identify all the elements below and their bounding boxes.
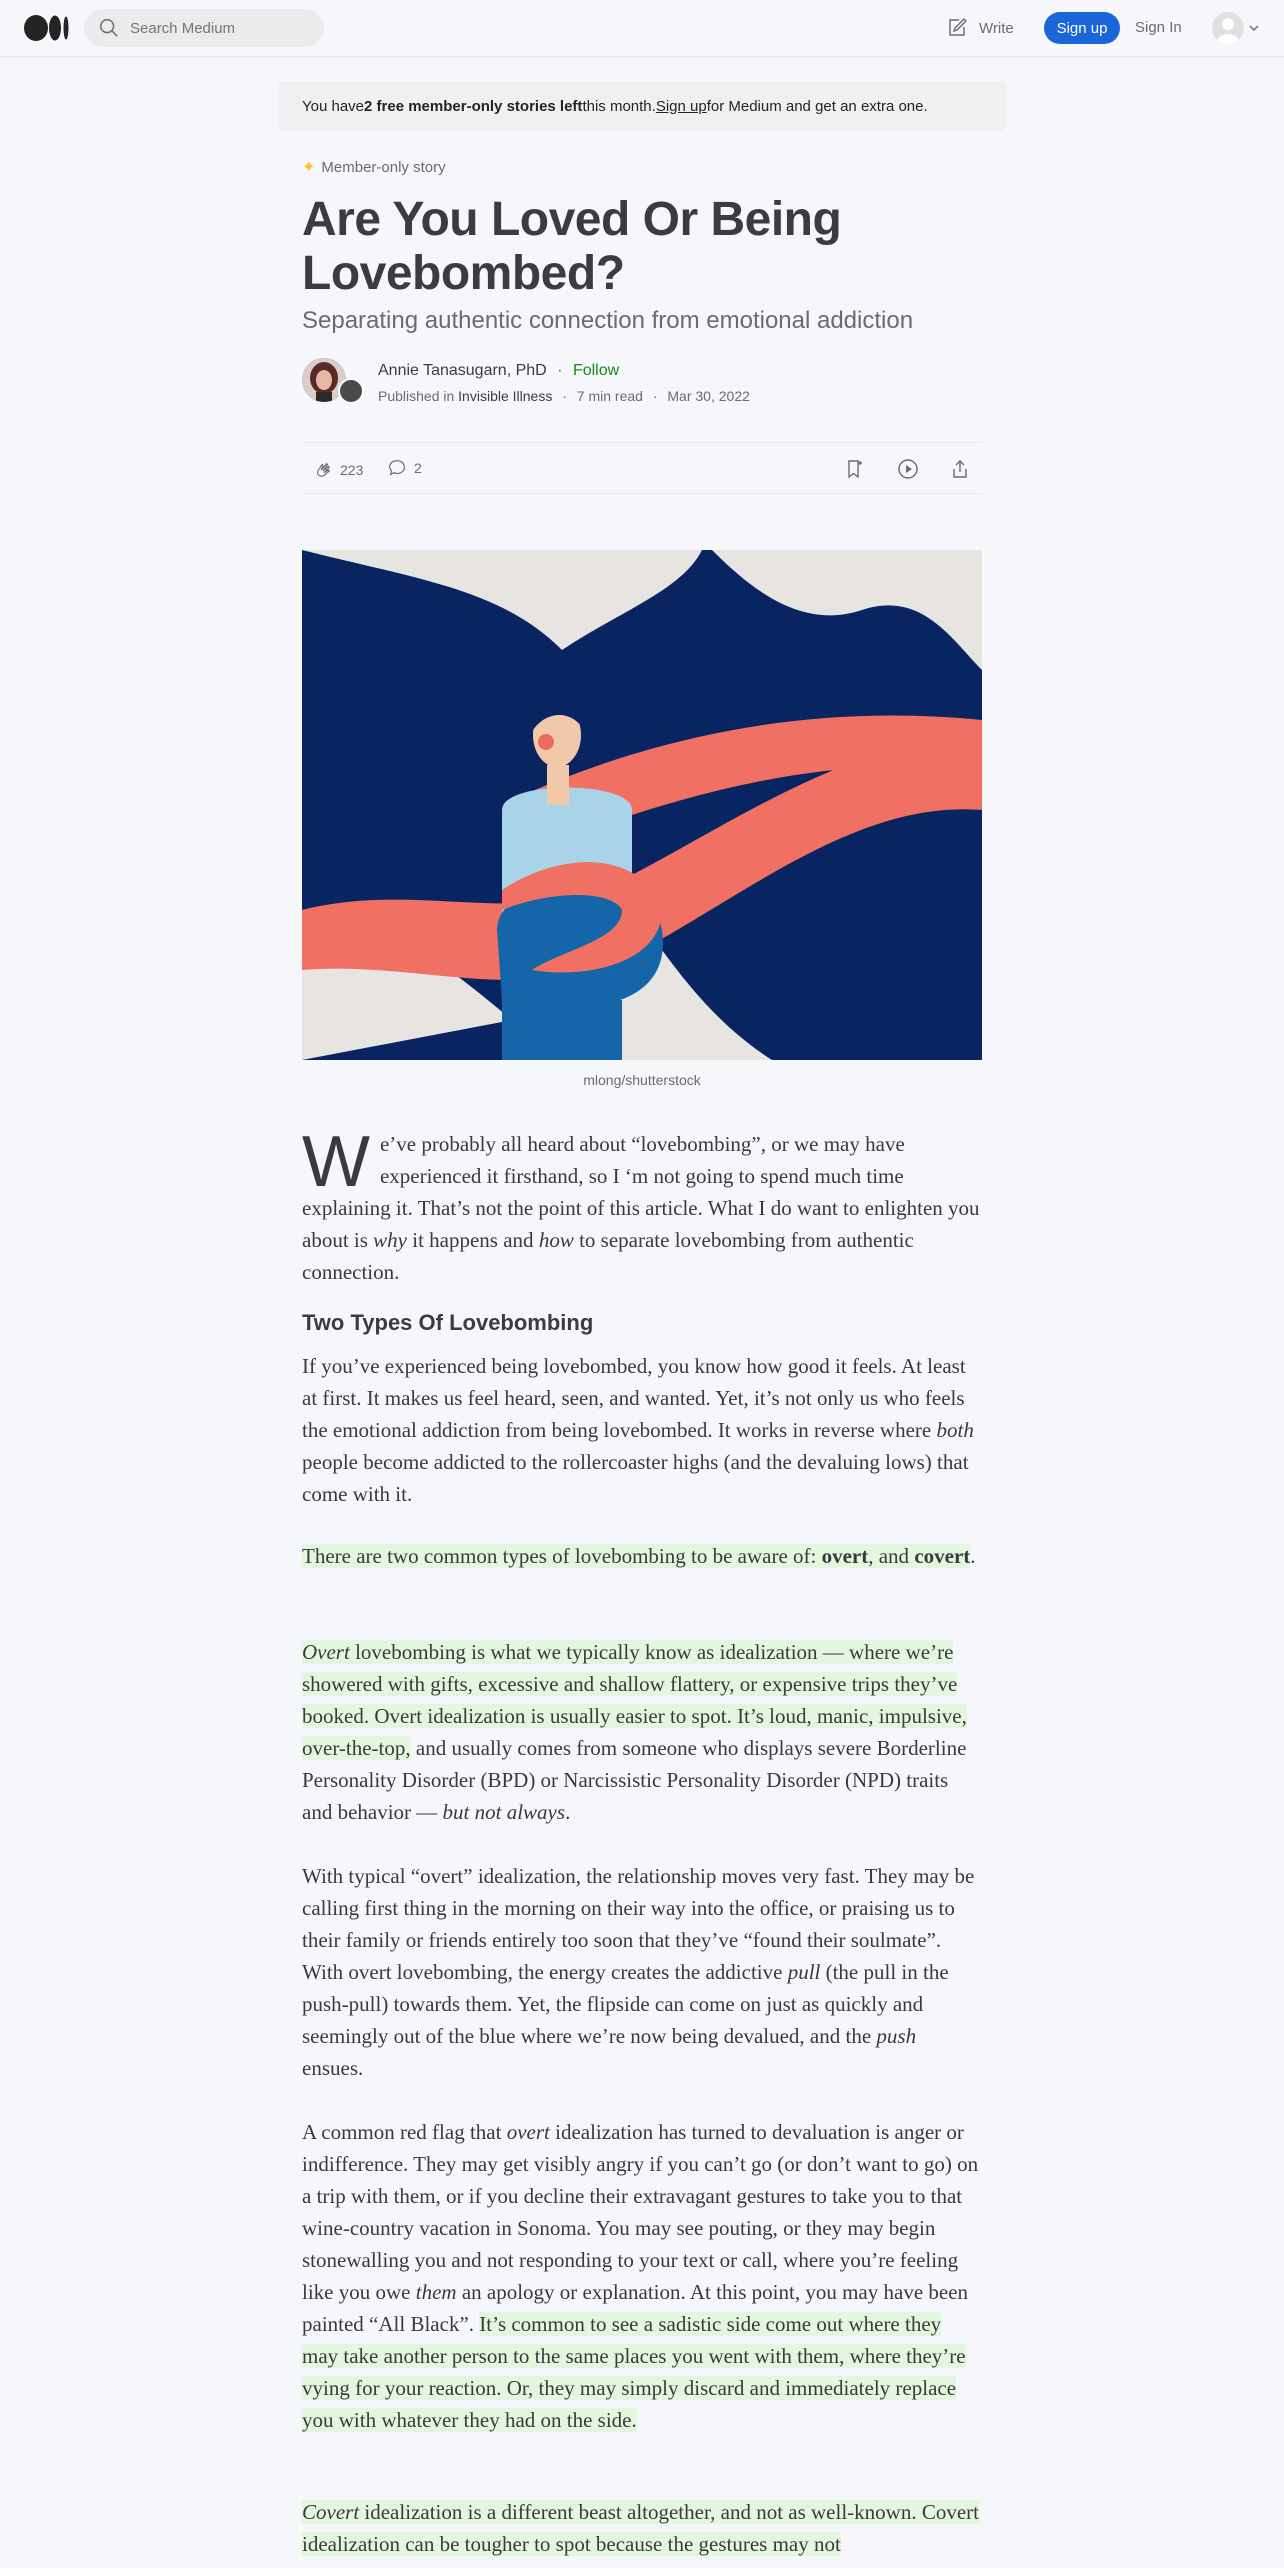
signup-button[interactable]: Sign up bbox=[1044, 12, 1120, 44]
comment-icon bbox=[386, 457, 408, 479]
read-time: 7 min read bbox=[576, 388, 643, 404]
clap-button[interactable] bbox=[312, 459, 363, 481]
paragraph-3-highlighted: There are two common types of lovebombing to be aware of: overt, and covert. bbox=[302, 1544, 976, 1568]
signin-link[interactable]: Sign In bbox=[1135, 19, 1182, 36]
medium-logo-icon[interactable] bbox=[24, 14, 70, 42]
article-meta: Published in Invisible Illness · 7 min read · Mar 30, 2022 bbox=[378, 388, 750, 404]
search-bar[interactable] bbox=[84, 9, 324, 47]
clap-count: 223 bbox=[340, 462, 364, 478]
banner-text-bold: 2 free member-only stories left bbox=[364, 97, 583, 115]
write-label: Write bbox=[979, 19, 1014, 37]
response-count: 2 bbox=[414, 460, 422, 476]
clap-icon bbox=[312, 459, 334, 481]
bookmark-icon[interactable] bbox=[842, 457, 866, 481]
paragraph-6: A common red flag that overt idealization has turned to devaluation is anger or indifference. They may get visibly angry if you can’t go (or don’t want to go) on a trip with them, or if you decline their extravagant gestures to take you to that wine-country vacation in Sonoma. You may see pouting, or they may begin stonewalling you and not responding to your text or call, where you’re feeling like you owe them an apology or explanation. At this point, you may have been painted “All Black”. It’s common to see a sadistic side come out where they may take another person to the same places you went with them, where they’re vying for your reaction. Or, they may simply discard and immediately replace you with whatever they had on the side. bbox=[302, 2120, 979, 2432]
article-title: Are You Loved Or Being Lovebombed? bbox=[302, 193, 842, 300]
publish-date: Mar 30, 2022 bbox=[667, 388, 750, 404]
paragraph-4: Overt lovebombing is what we typically know as idealization — where we’re showered with gifts, excessive and shallow flattery, or expensive trips they’ve booked. Overt idealization is usually easier to spot. It’s loud, manic, impulsive, over-the-top, and usually comes from someone who displays severe Borderline Personality Disorder (BPD) or Narcissistic Personality Disorder (NPD) traits and behavior — but not always. bbox=[302, 1640, 967, 1824]
member-stories-banner bbox=[278, 81, 1006, 131]
banner-text-post: for Medium and get an extra one. bbox=[706, 97, 928, 115]
image-caption: mlong/shutterstock bbox=[583, 1072, 701, 1088]
user-avatar-icon[interactable] bbox=[1212, 12, 1244, 44]
hero-illustration bbox=[302, 550, 982, 1060]
paragraph-7: Covert idealization is a different beast altogether, and not as well-known. Covert idealization can be tougher to spot because the gestures may not bbox=[302, 2500, 979, 2556]
banner-signup-link[interactable]: Sign up bbox=[655, 97, 707, 115]
listen-play-icon[interactable] bbox=[896, 457, 920, 481]
responses-button[interactable] bbox=[386, 457, 422, 479]
member-only-label bbox=[302, 157, 982, 177]
write-button[interactable] bbox=[945, 16, 1014, 40]
banner-text-pre: You have bbox=[302, 97, 365, 115]
paragraph-5: With typical “overt” idealization, the relationship moves very fast. They may be calling first thing in the morning on their way into the office, or praising us to their family or friends entirely too soon that they’ve “found their soulmate”. With overt lovebombing, the energy creates the addictive pull (the pull in the push-pull) towards them. Yet, the flipside can come on just as quickly and seemingly out of the blue where we’re now being devalued, and the push ensues. bbox=[302, 1864, 975, 2080]
separator-dot: · bbox=[557, 362, 563, 379]
publication-link[interactable]: Invisible Illness bbox=[458, 388, 553, 404]
published-in-text: Published in bbox=[378, 388, 455, 404]
star-icon: ✦ bbox=[302, 159, 316, 176]
paragraph-1: We’ve probably all heard about “lovebombing”, or we may have experienced it firsthand, so I ‘m not going to spend much time explaining it. That’s not the point of this article. What I do want to enlighten you about is why it happens and how to separate lovebombing from authentic connection. bbox=[302, 1122, 980, 1284]
author-name-link[interactable]: Annie Tanasugarn, PhD bbox=[378, 362, 547, 379]
banner-text-mid: this month. bbox=[582, 97, 656, 115]
top-nav bbox=[0, 0, 1284, 57]
dropcap: W bbox=[302, 1122, 370, 1202]
author-row bbox=[302, 356, 982, 408]
search-input[interactable] bbox=[130, 20, 310, 37]
chevron-down-icon[interactable] bbox=[1248, 22, 1260, 34]
section-heading: Two Types Of Lovebombing bbox=[302, 1310, 594, 1335]
follow-link[interactable]: Follow bbox=[572, 362, 620, 379]
search-icon bbox=[98, 17, 120, 39]
write-icon bbox=[945, 16, 969, 40]
share-icon[interactable] bbox=[948, 457, 972, 481]
paragraph-2: If you’ve experienced being lovebombed, you know how good it feels. At least at first. It makes us feel heard, seen, and wanted. Yet, it’s not only us who feels the emotional addiction from being lovebombed. It works in reverse where both people become addicted to the rollercoaster highs (and the devaluing lows) that come with it. bbox=[302, 1354, 974, 1506]
author-line bbox=[378, 362, 619, 380]
article-subtitle: Separating authentic connection from emotional addiction bbox=[302, 307, 914, 334]
action-bar bbox=[302, 442, 982, 494]
member-only-text: Member-only story bbox=[321, 158, 446, 176]
publication-avatar[interactable] bbox=[338, 378, 364, 404]
